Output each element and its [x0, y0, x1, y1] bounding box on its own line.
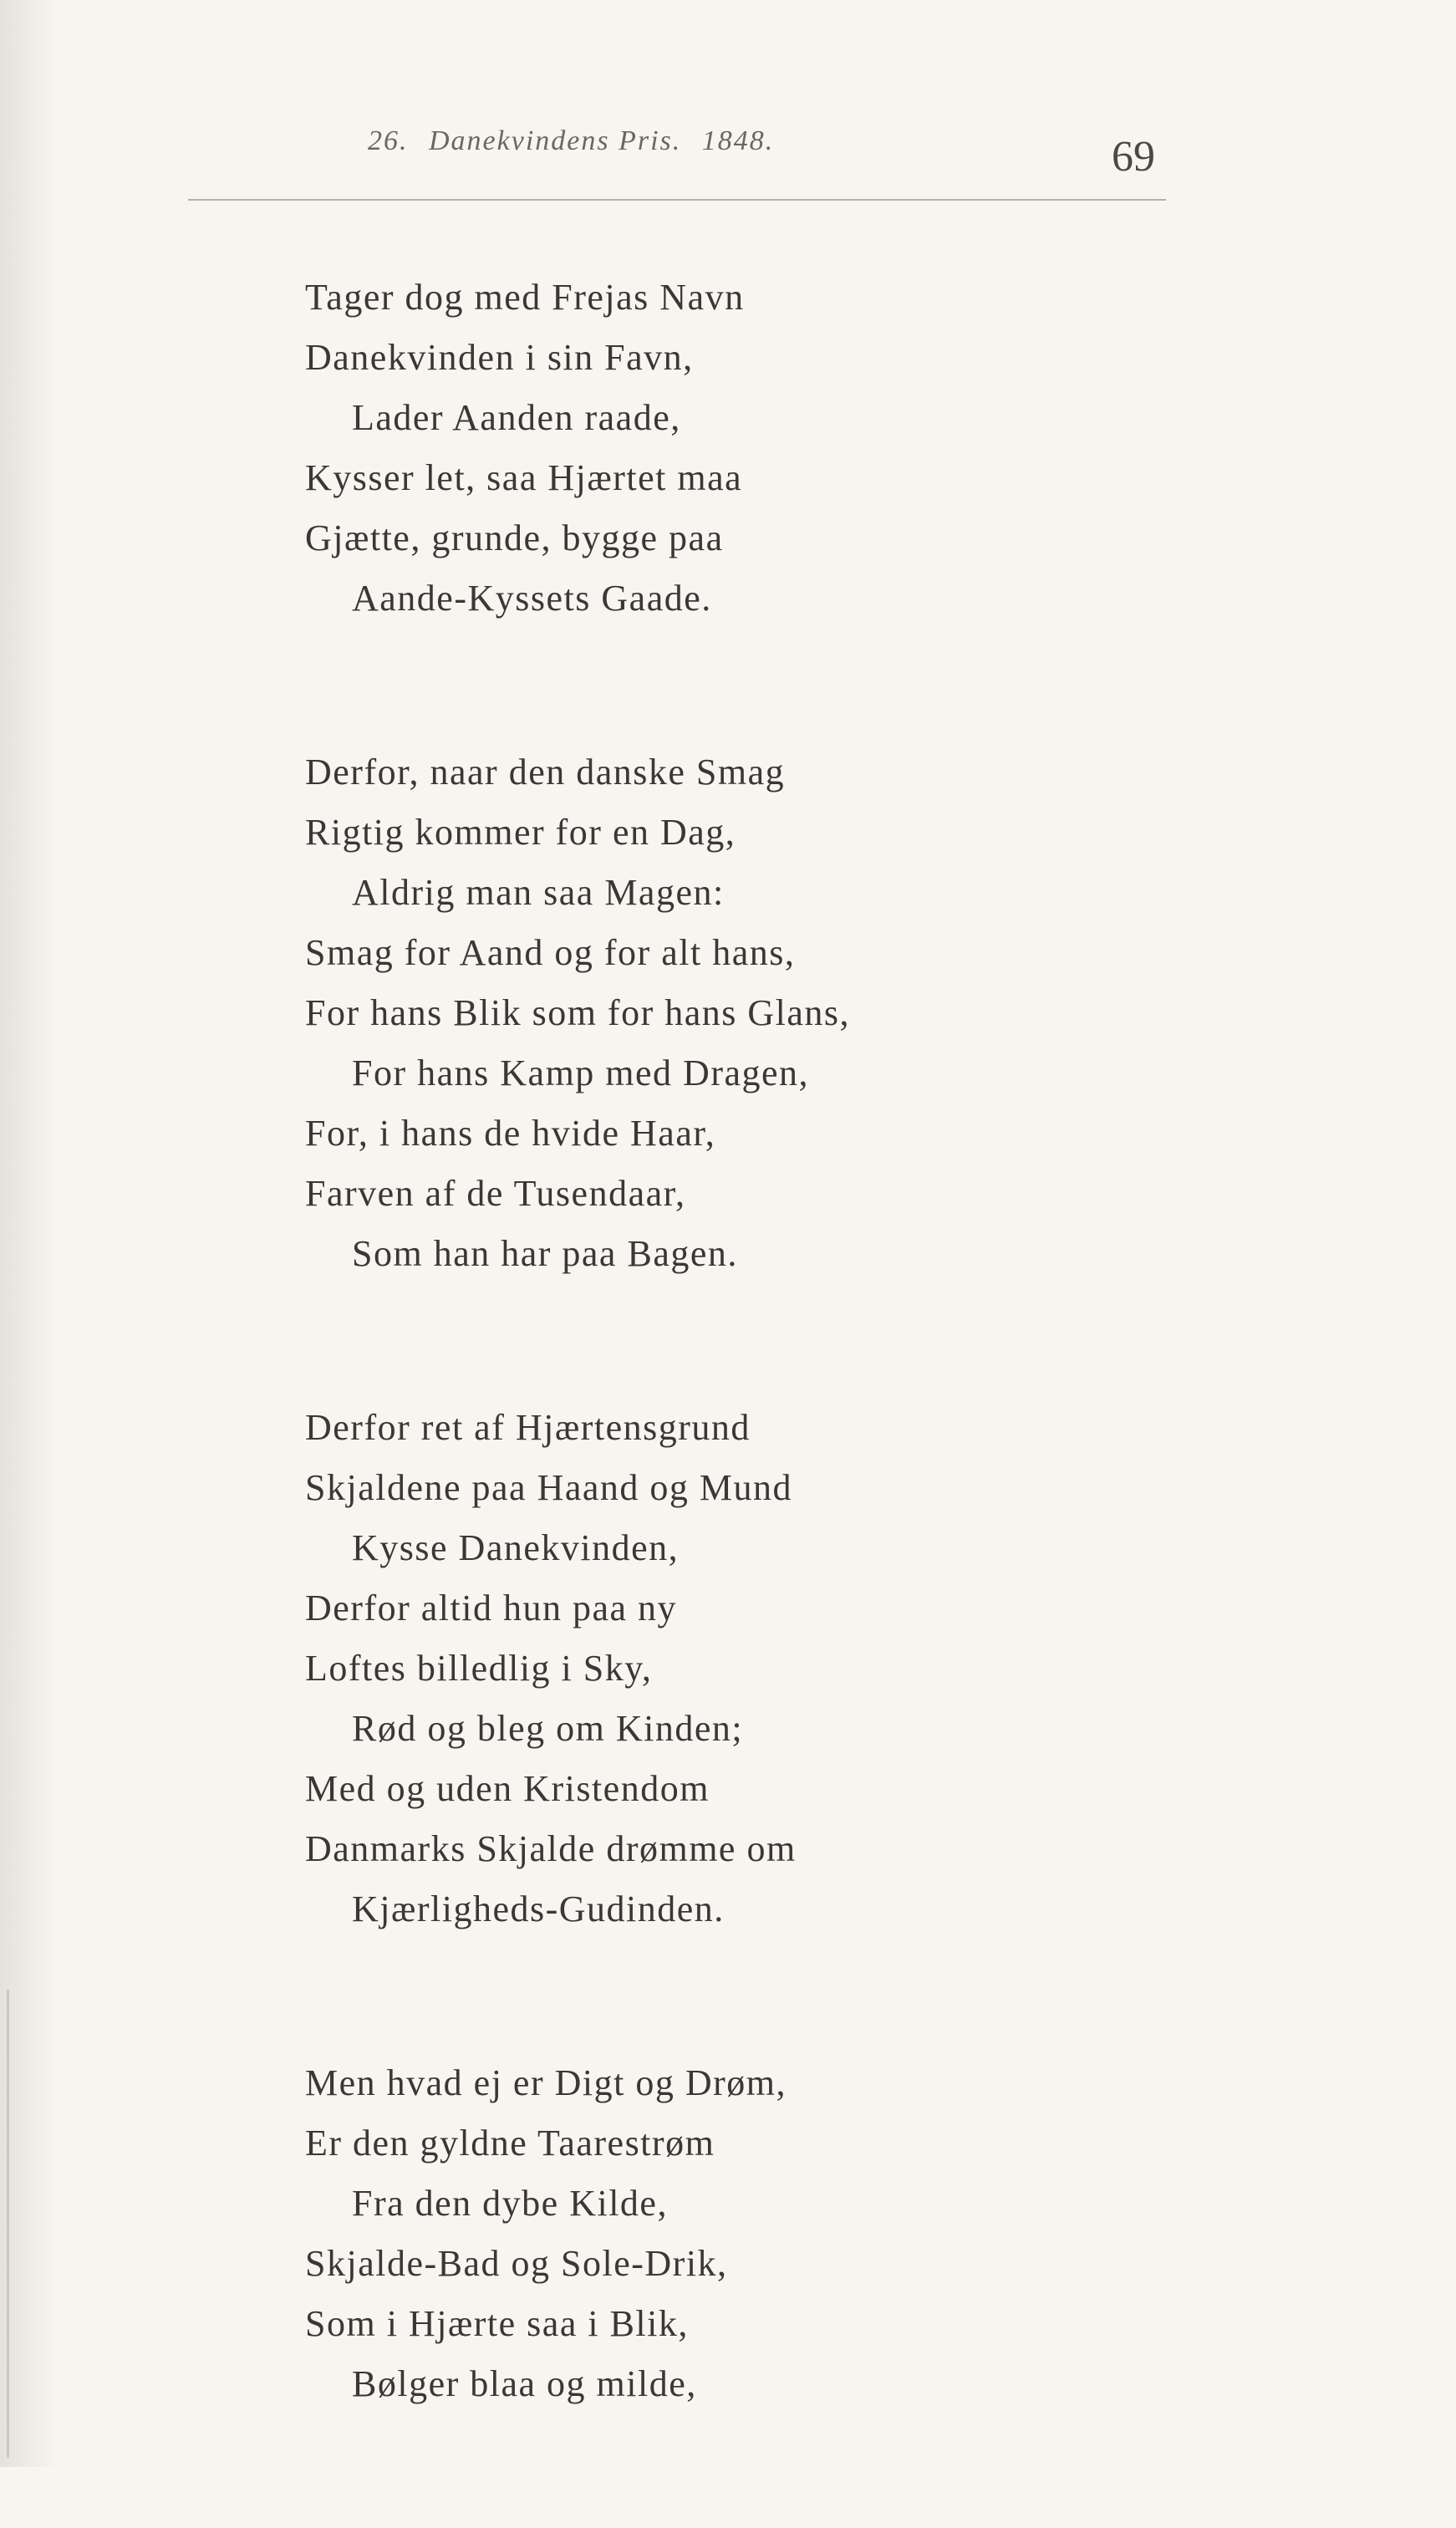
poem-number: 26. [368, 125, 409, 156]
verse-line: Men hvad ej er Digt og Drøm, [305, 2062, 787, 2103]
verse-line: Bølger blaa og milde, [352, 2363, 697, 2404]
verse-line: Kysse Danekvinden, [352, 1527, 680, 1568]
verse-line: Danmarks Skjalde drømme om [305, 1828, 797, 1869]
header-rule [188, 199, 1166, 201]
stanza-3 [305, 1398, 850, 1939]
verse-line: Derfor ret af Hjærtensgrund [305, 1407, 751, 1448]
verse-line: Kjærligheds-Gudinden. [352, 1888, 725, 1929]
verse-line: Som han har paa Bagen. [352, 1233, 738, 1274]
verse-line: Rigtig kommer for en Dag, [305, 812, 736, 853]
running-header [368, 125, 786, 157]
poem-title: Danekvindens Pris. [429, 125, 682, 156]
verse-line: Loftes billedlig i Sky, [305, 1648, 653, 1689]
verse-line: Fra den dybe Kilde, [352, 2183, 668, 2224]
stanza-2 [305, 742, 850, 1284]
verse-line: Derfor, naar den danske Smag [305, 752, 786, 793]
stanza-4 [305, 2053, 850, 2414]
verse-line: Smag for Aand og for alt hans, [305, 932, 796, 973]
page-number: 69 [1112, 133, 1155, 181]
verse-line: Rød og bleg om Kinden; [352, 1708, 744, 1749]
verse-line: Som i Hjærte saa i Blik, [305, 2303, 689, 2344]
binding-edge [7, 1990, 9, 2458]
verse-line: Aande-Kyssets Gaade. [352, 578, 712, 619]
verse-line: Skjalde-Bad og Sole-Drik, [305, 2243, 728, 2284]
poem-year: 1848. [701, 125, 775, 156]
verse-line: For hans Blik som for hans Glans, [305, 992, 851, 1033]
stanza-1 [305, 268, 850, 629]
verse-line: Gjætte, grunde, bygge paa [305, 517, 724, 558]
verse-line: Med og uden Kristendom [305, 1768, 710, 1809]
verse-line: Derfor altid hun paa ny [305, 1588, 678, 1628]
verse-line: Farven af de Tusendaar, [305, 1173, 686, 1214]
verse-line: Er den gyldne Taarestrøm [305, 2123, 715, 2164]
poem-body [305, 268, 850, 2528]
verse-line: Tager dog med Frejas Navn [305, 277, 745, 318]
verse-line: Aldrig man saa Magen: [352, 872, 725, 913]
verse-line: Danekvinden i sin Favn, [305, 337, 694, 378]
verse-line: For, i hans de hvide Haar, [305, 1113, 716, 1154]
verse-line: Lader Aanden raade, [352, 397, 681, 438]
verse-line: Kysser let, saa Hjærtet maa [305, 457, 743, 498]
verse-line: Skjaldene paa Haand og Mund [305, 1467, 793, 1508]
verse-line: For hans Kamp med Dragen, [352, 1052, 810, 1093]
